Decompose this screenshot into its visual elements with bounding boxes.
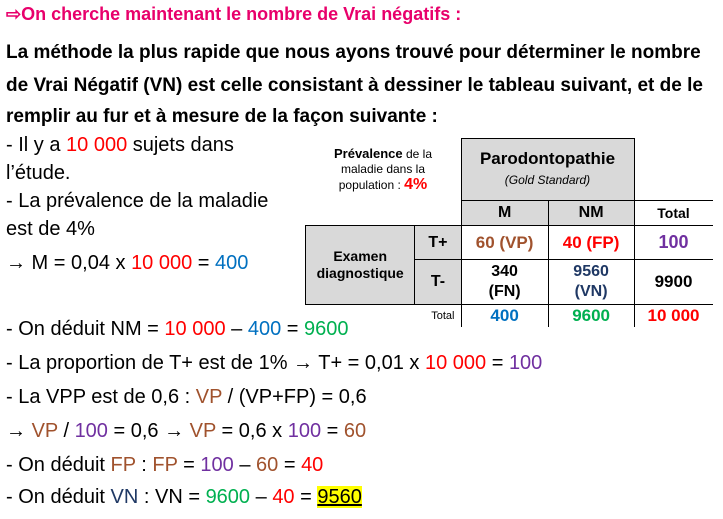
bottom-line-4: → VP / 100 = 0,6 → VP = 0,6 x 100 = 60: [6, 420, 367, 442]
left-line-2: l’étude.: [6, 162, 71, 184]
bottom-line-6: - On déduit VN : VN = 9600 – 40 = 9560: [6, 486, 362, 508]
row-tplus: T+: [415, 226, 461, 260]
left-line-3: - La prévalence de la maladie: [6, 190, 269, 212]
cell-grand-total: 10 000: [634, 305, 713, 327]
result-highlight: 9560: [317, 486, 362, 508]
col-m: M: [461, 201, 548, 226]
bottom-line-2: - La proportion de T+ est de 1% → T+ = 0,01 x 10 000 = 100: [6, 352, 543, 374]
row-total: Total: [306, 305, 462, 327]
row-tminus: T-: [415, 260, 461, 305]
left-line-4: est de 4%: [6, 218, 95, 240]
cell-vp: 60 (VP): [461, 226, 548, 260]
contingency-table: [305, 138, 713, 327]
cell-tplus-total: 100: [634, 226, 713, 260]
intro-line-3: remplir au fur et à mesure de la façon suivante :: [6, 106, 438, 127]
cell-vn: 9560 (VN): [548, 260, 634, 305]
cell-fn: 340 (FN): [461, 260, 548, 305]
bottom-line-3: - La VPP est de 0,6 : VP / (VP+FP) = 0,6: [6, 386, 367, 408]
left-line-1: - Il y a 10 000 sujets dans: [6, 134, 234, 156]
bottom-line-1: - On déduit NM = 10 000 – 400 = 9600: [6, 318, 349, 340]
intro-line-2: de Vrai Négatif (VN) est celle consistant à dessiner le tableau suivant, et de le: [6, 75, 703, 96]
cell-nm-total: 9600: [548, 305, 634, 327]
left-line-5: → M = 0,04 x 10 000 = 400: [6, 252, 249, 274]
bottom-line-5: - On déduit FP : FP = 100 – 60 = 40: [6, 454, 324, 476]
examen-diagnostique: Examen diagnostique: [306, 226, 415, 305]
col-total: Total: [634, 201, 713, 226]
intro-line-1: La méthode la plus rapide que nous ayons trouvé pour déterminer le nombre: [6, 42, 701, 63]
cell-tminus-total: 9900: [634, 260, 713, 305]
cell-fp: 40 (FP): [548, 226, 634, 260]
cell-m-total: 400: [461, 305, 548, 327]
parodontopathie-header: Parodontopathie (Gold Standard): [461, 139, 634, 201]
col-nm: NM: [548, 201, 634, 226]
section-header: ⇨On cherche maintenant le nombre de Vrai négatifs :: [6, 4, 462, 24]
prevalence-cell: Prévalence de la maladie dans la population : 4%: [333, 146, 433, 193]
